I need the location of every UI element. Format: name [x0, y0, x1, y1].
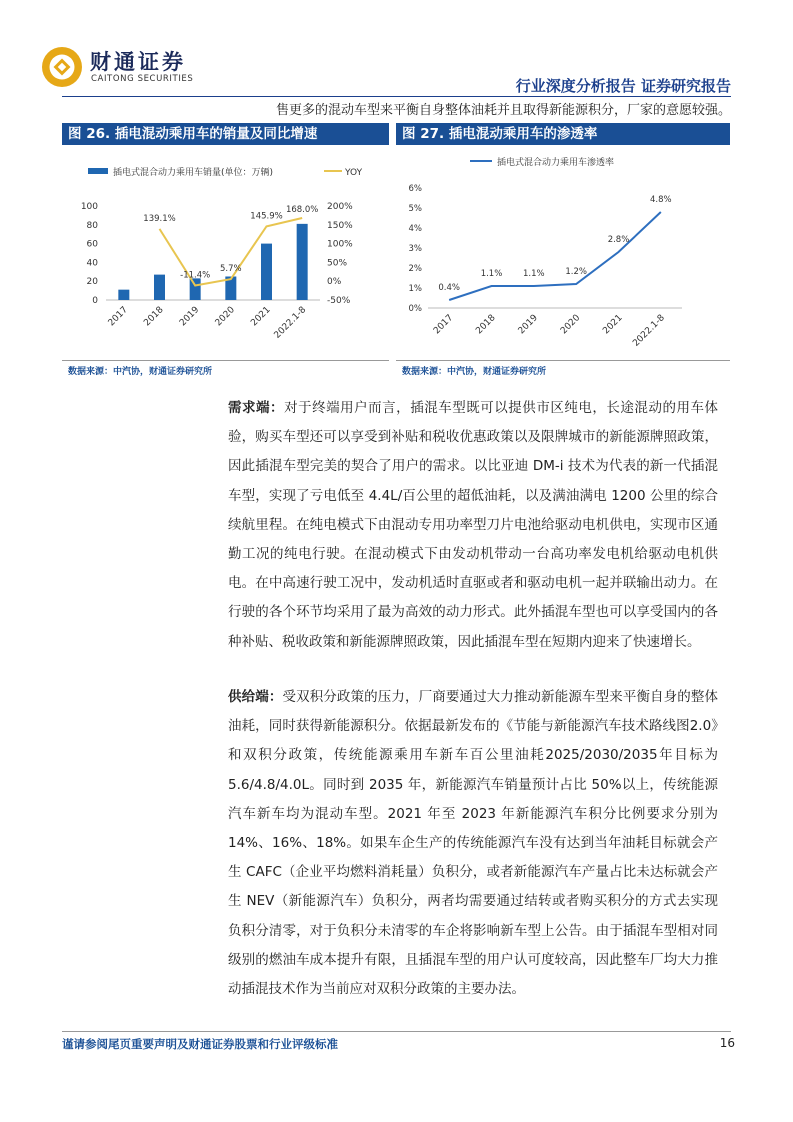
y-tick-label: 6%	[408, 184, 422, 194]
yoy-data-label: 139.1%	[143, 213, 176, 224]
penetration-data-label: 1.1%	[523, 269, 545, 279]
x-tick-label: 2021	[249, 305, 273, 329]
figure-27-title: 图 27. 插电混动乘用车的渗透率	[396, 123, 730, 145]
legend-penetration-label: 插电式混合动力乘用车渗透率	[497, 158, 615, 168]
demand-side-lead: 需求端：	[228, 400, 285, 416]
y-left-tick-label: 40	[86, 258, 98, 269]
phev-penetration-chart	[396, 150, 730, 360]
page-number: 16	[719, 1036, 735, 1050]
x-tick-label: 2017	[432, 313, 456, 337]
figure-26-title: 图 26. 插电混动乘用车的销量及同比增速	[62, 123, 389, 145]
y-tick-label: 3%	[408, 244, 422, 254]
yoy-data-label: 145.9%	[250, 211, 283, 222]
y-left-tick-label: 60	[86, 239, 98, 250]
y-tick-label: 5%	[408, 204, 422, 214]
penetration-line	[449, 212, 661, 300]
yoy-data-label: -11.4%	[180, 270, 211, 281]
legend-sales-label: 插电式混合动力乘用车销量(单位：万辆)	[113, 168, 274, 178]
figure-26-source: 数据来源：中汽协，财通证券研究所	[68, 367, 213, 377]
y-right-tick-label: 50%	[327, 258, 348, 269]
x-tick-label: 2019	[516, 313, 540, 337]
report-header-title: 行业深度分析报告 证券研究报告	[515, 77, 731, 95]
y-tick-label: 2%	[408, 264, 422, 274]
supply-side-lead: 供给端：	[228, 689, 283, 705]
x-tick-label: 2020	[213, 305, 237, 329]
y-right-tick-label: 100%	[327, 239, 353, 250]
footer-divider	[62, 1031, 731, 1032]
demand-side-paragraph	[228, 394, 718, 657]
x-tick-label: 2018	[142, 305, 166, 329]
figure-27-source: 数据来源：中汽协，财通证券研究所	[402, 367, 547, 377]
logo-wordmark-cn: 财通证券	[90, 50, 186, 74]
supply-side-text: 受双积分政策的压力，厂商要通过大力推动新能源车型来平衡自身的整体油耗，同时获得新能源积分。依据最新发布的《节能与新能源汽车技术路线图2.0》和双积分政策，传统能源乘用车新车百公里油耗2025/2030/2035年目标为 5.6/4.8/4.0L。同时到 2035 年，新能源汽车销量预计占比 50%以上，传统能源汽车新车均为混动车型。2021 年至 2023 年新能源汽车积分比例要求分别为14%、16%、18%。如果车企生产的传统能源汽车没有达到当年油耗目标就会产生 CAFC（企业平均燃料消耗量）负积分，或者新能源汽车产量占比未达标就会产生 NEV（新能源汽车）负积分，两者均需要通过结转或者购买积分的方式去实现负积分清零，对于负积分未清零的车企将影响新车型上公告。由于插混车型相对同级别的燃油车成本提升有限，且插混车型的用户认可度较高，因此整车厂均大力推动插混技术作为当前应对双积分政策的主要办法。	[228, 689, 719, 998]
sales-bar	[297, 224, 308, 300]
supply-side-paragraph	[228, 683, 718, 1004]
disclaimer-note: 谨请参阅尾页重要声明及财通证券股票和行业评级标准	[62, 1037, 338, 1051]
x-tick-label: 2022.1-8	[272, 305, 309, 341]
sales-bar	[118, 290, 129, 300]
legend-yoy-label: YOY	[345, 168, 363, 178]
caitong-logo-icon	[40, 45, 84, 89]
penetration-data-label: 1.2%	[565, 267, 587, 277]
x-tick-label: 2019	[178, 305, 202, 329]
legend-sales-swatch	[88, 168, 108, 174]
y-right-tick-label: 200%	[327, 202, 353, 212]
logo-wordmark-en: CAITONG SECURITIES	[91, 74, 194, 84]
y-left-tick-label: 20	[86, 277, 98, 288]
y-right-tick-label: 0%	[327, 277, 342, 288]
phev-sales-yoy-chart	[62, 150, 389, 360]
yoy-data-label: 168.0%	[285, 205, 319, 216]
yoy-data-label: 5.7%	[220, 264, 242, 275]
x-tick-label: 2017	[106, 305, 130, 329]
x-tick-label: 2022.1-8	[631, 313, 667, 349]
demand-side-text: 对于终端用户而言，插混车型既可以提供市区纯电，长途混动的用车体验，购买车型还可以享受到补贴和税收优惠政策以及限牌城市的新能源牌照政策，因此插混车型完美的契合了用户的需求。以比亚迪 DM-i 技术为代表的新一代插混车型，实现了亏电低至 4.4L/百公里的超低油耗，以及满油满电 1200 公里的综合续航里程。在纯电模式下由混动专用功率型刀片电池给驱动电机供电，实现市区通勤工况的纯电行驶。在混动模式下由发动机带动一台高功率发电机给驱动电机供电。在中高速行驶工况中，发动机适时直驱或者和驱动电机一起并联输出动力。在行驶的各个环节均采用了最为高效的动力形式。此外插混车型也可以享受国内的各种补贴、税收政策和新能源牌照政策，因此插混车型在短期内迎来了快速增长。	[228, 400, 719, 650]
y-tick-label: 4%	[408, 224, 422, 234]
y-tick-label: 0%	[408, 304, 422, 314]
y-tick-label: 1%	[408, 284, 422, 294]
y-right-tick-label: -50%	[327, 296, 351, 306]
y-left-tick-label: 0	[92, 296, 98, 306]
y-right-tick-label: 150%	[327, 220, 353, 231]
header-divider	[62, 96, 731, 97]
sales-bar	[154, 275, 165, 300]
figure-27-bottom-rule	[396, 360, 730, 361]
penetration-data-label: 0.4%	[438, 283, 460, 293]
x-tick-label: 2020	[559, 313, 583, 337]
figure-26-bottom-rule	[62, 360, 389, 361]
intro-text-line: 售更多的混动车型来平衡自身整体油耗并且取得新能源积分，厂家的意愿较强。	[275, 103, 731, 118]
y-left-tick-label: 100	[80, 202, 98, 212]
x-tick-label: 2018	[474, 313, 498, 337]
sales-bar	[190, 278, 201, 300]
sales-bar	[261, 244, 272, 300]
penetration-data-label: 2.8%	[607, 235, 630, 245]
penetration-data-label: 1.1%	[480, 269, 503, 279]
x-tick-label: 2021	[601, 313, 625, 337]
penetration-data-label: 4.8%	[650, 195, 672, 205]
y-left-tick-label: 80	[86, 220, 98, 231]
